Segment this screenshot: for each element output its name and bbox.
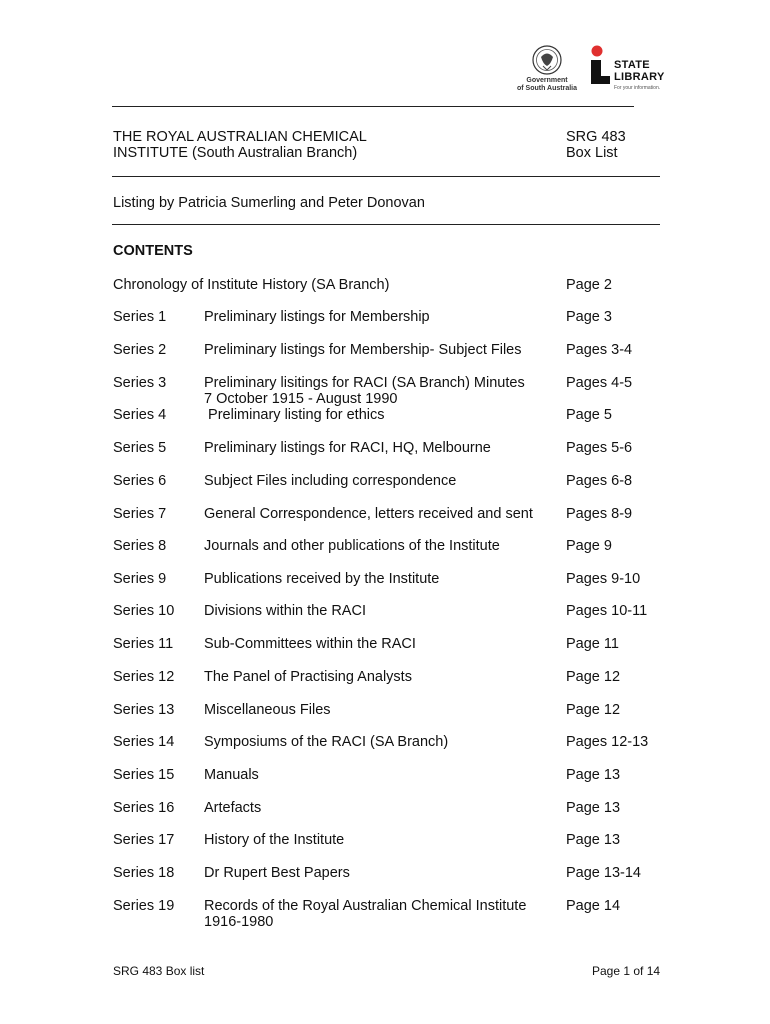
doc-title-line2: INSTITUTE (South Australian Branch)	[113, 145, 358, 161]
series-title: Sub-Committees within the RACI	[204, 636, 416, 652]
series-page: Page 12	[566, 702, 621, 718]
series-title: Preliminary lisitings for RACI (SA Branch) Minutes	[204, 375, 525, 391]
series-title: Preliminary listings for Membership- Subject Files	[204, 342, 522, 358]
series-number: Series 6	[113, 473, 167, 489]
series-page: Page 13	[566, 832, 621, 848]
series-number: Series 5	[113, 440, 167, 456]
library-logo-tagline: For your information.	[614, 85, 661, 91]
series-page: Page 14	[566, 898, 621, 914]
state-library-logo	[588, 44, 668, 94]
series-title: Dr Rupert Best Papers	[204, 865, 350, 881]
sa-government-logo	[510, 44, 584, 94]
footer-right: Page 1 of 14	[592, 964, 661, 978]
series-title: Journals and other publications of the Institute	[204, 538, 500, 554]
series-page: Page 13	[566, 800, 621, 816]
series-number: Series 3	[113, 375, 167, 391]
header-top-rule	[112, 106, 634, 107]
series-title: History of the Institute	[204, 832, 345, 848]
series-page: Page 3	[566, 309, 612, 325]
series-title: Preliminary listing for ethics	[204, 407, 385, 423]
series-number: Series 11	[113, 636, 174, 652]
series-number: Series 8	[113, 538, 167, 554]
series-title: General Correspondence, letters received and sent	[204, 506, 533, 522]
srg-code-sub: Box List	[566, 145, 618, 161]
series-number: Series 9	[113, 571, 167, 587]
series-page: Pages 3-4	[566, 342, 633, 358]
series-page: Pages 10-11	[566, 603, 648, 619]
footer-left: SRG 483 Box list	[113, 964, 205, 978]
series-title: Preliminary listings for Membership	[204, 309, 430, 325]
chronology-label: Chronology of Institute History (SA Branch)	[113, 277, 390, 293]
series-number: Series 10	[113, 603, 175, 619]
series-page: Pages 4-5	[566, 375, 633, 391]
series-title: Preliminary listings for RACI, HQ, Melbourne	[204, 440, 491, 456]
series-page: Page 13-14	[566, 865, 641, 881]
series-page: Page 5	[566, 407, 612, 423]
library-logo-line1: STATE	[614, 59, 650, 71]
gov-logo-line1: Government	[526, 77, 568, 84]
series-number: Series 7	[113, 506, 167, 522]
doc-title-line1: THE ROYAL AUSTRALIAN CHEMICAL	[113, 129, 367, 145]
series-number: Series 17	[113, 832, 175, 848]
series-page: Pages 8-9	[566, 506, 633, 522]
series-number: Series 18	[113, 865, 175, 881]
gov-logo-line2: of South Australia	[516, 85, 578, 92]
series-number: Series 16	[113, 800, 175, 816]
series-title: Divisions within the RACI	[204, 603, 366, 619]
srg-code: SRG 483	[566, 129, 626, 145]
series-title: Publications received by the Institute	[204, 571, 440, 587]
series-title: The Panel of Practising Analysts	[204, 669, 412, 685]
series-page: Page 9	[566, 538, 612, 554]
state-library-l-icon	[588, 44, 614, 90]
series-page: Page 13	[566, 767, 621, 783]
contents-heading: CONTENTS	[113, 243, 193, 259]
series-title: Symposiums of the RACI (SA Branch)	[204, 734, 449, 750]
series-title: Records of the Royal Australian Chemical Institute	[204, 898, 527, 914]
series-page: Page 12	[566, 669, 621, 685]
series-title: Manuals	[204, 767, 259, 783]
series-number: Series 12	[113, 669, 175, 685]
series-title: Subject Files including correspondence	[204, 473, 457, 489]
library-logo-line2: LIBRARY	[614, 71, 665, 83]
series-page: Pages 12-13	[566, 734, 649, 750]
series-title: Miscellaneous Files	[204, 702, 331, 718]
header-rule	[112, 176, 660, 177]
series-page: Page 11	[566, 636, 619, 652]
series-page: Pages 5-6	[566, 440, 633, 456]
listing-rule	[112, 224, 660, 225]
series-number: Series 15	[113, 767, 175, 783]
sa-government-crest-icon	[510, 44, 584, 78]
series-title-line2: 7 October 1915 - August 1990	[204, 391, 398, 407]
series-page: Pages 6-8	[566, 473, 633, 489]
series-number: Series 14	[113, 734, 175, 750]
series-page: Pages 9-10	[566, 571, 641, 587]
series-number: Series 1	[113, 309, 167, 325]
chronology-page: Page 2	[566, 277, 612, 293]
series-number: Series 13	[113, 702, 175, 718]
series-number: Series 2	[113, 342, 167, 358]
series-number: Series 4	[113, 407, 167, 423]
listing-by: Listing by Patricia Sumerling and Peter Donovan	[113, 195, 425, 211]
series-title-line2: 1916-1980	[204, 914, 274, 930]
series-number: Series 19	[113, 898, 175, 914]
series-title: Artefacts	[204, 800, 262, 816]
